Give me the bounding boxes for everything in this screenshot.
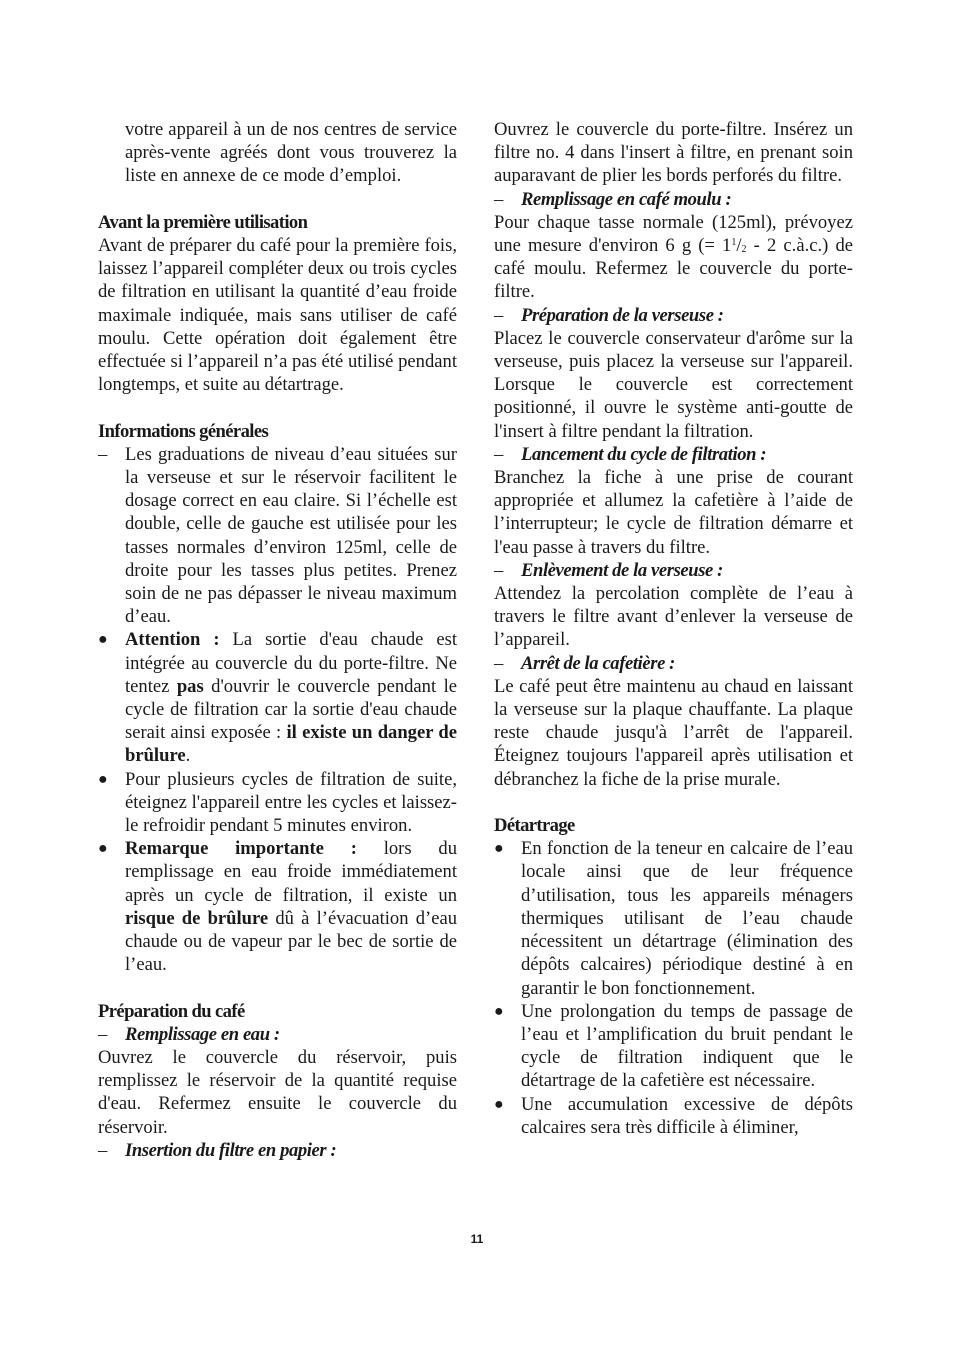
- attention-text-2: d'ouvrir le couvercle pendant le cycle de filtration car la sortie d'eau chaude serait ainsi exposée :: [125, 675, 457, 744]
- bullet-dot-icon: ●: [98, 840, 108, 858]
- dash-marker: –: [98, 1139, 108, 1161]
- remove-pot-label: Enlèvement de la verseuse :: [521, 559, 723, 581]
- stop-machine-paragraph: Le café peut être maintenu au chaud en laissant la verseuse sur la plaque chauffante. La plaque reste chaude jusqu'à l’arrêt de l'appareil. Éteignez toujours l'appareil après utilisation et débranchez la fiche de la prise murale.: [494, 675, 853, 790]
- water-fill-label: Remplissage en eau :: [125, 1023, 280, 1045]
- bullet-dot-icon: ●: [98, 770, 108, 788]
- multiple-cycles-text: Pour plusieurs cycles de filtration de suite, éteignez l'appareil entre les cycles et laissez-le refroidir pendant 5 minutes environ.: [125, 768, 457, 837]
- attention-item: [98, 628, 457, 767]
- intro-paragraph: votre appareil à un de nos centres de service après-vente agréés dont vous trouverez la liste en annexe de ce mode d’emploi.: [125, 119, 457, 187]
- water-fill-paragraph: Ouvrez le couvercle du réservoir, puis remplissez le réservoir de la quantité requise d'eau. Refermez ensuite le couvercle du réservoir.: [98, 1047, 457, 1138]
- dash-marker: –: [98, 1023, 108, 1045]
- ground-coffee-text-2: - 2 c.à.c.) de café moulu. Refermez le couvercle du porte-filtre.: [494, 235, 853, 303]
- attention-danger: il existe un danger de brûlure: [125, 722, 458, 767]
- paper-filter-paragraph: Ouvrez le couvercle du porte-filtre. Insérez un filtre no. 4 dans l'insert à filtre, en prenant soin auparavant de plier les bords perforés du filtre.: [494, 119, 853, 187]
- stop-machine-subheading: [494, 652, 853, 675]
- water-level-text: Les graduations de niveau d’eau situées sur la verseuse et sur le réservoir facilitent le dosage correct en eau claire. Si l’échelle est double, celle de gauche est utilisée pour les tasses normales d’environ 125ml, celle de droite pour les tasses plus petites. Prenez soin de ne pas dépasser le niveau maximum d’eau.: [125, 443, 457, 628]
- attention-label: Attention :: [125, 629, 220, 651]
- important-remark-item: [98, 837, 457, 976]
- bullet-dot-icon: ●: [494, 1002, 504, 1020]
- dash-marker: –: [494, 304, 504, 326]
- descaling-item: [494, 1000, 853, 1093]
- start-cycle-label: Lancement du cycle de filtration :: [521, 443, 767, 465]
- descaling-heading: Détartrage: [494, 815, 575, 837]
- left-column: [98, 118, 457, 1162]
- descaling-item: [494, 837, 853, 999]
- general-info-heading: Informations générales: [98, 420, 269, 442]
- stop-machine-label: Arrêt de la cafetière :: [521, 652, 675, 674]
- remove-pot-paragraph: Attendez la percolation complète de l’eau à travers le filtre avant d’enlever la verseuse de l’appareil.: [494, 583, 853, 651]
- remark-text-2: dû à l’évacuation d’eau chaude ou de vapeur par le bec de sortie de l’eau.: [125, 907, 457, 976]
- water-fill-subheading: [98, 1023, 457, 1046]
- bullet-dot-icon: ●: [98, 631, 108, 649]
- ground-coffee-label: Remplissage en café moulu :: [521, 188, 732, 210]
- attention-bold-pas: pas: [176, 675, 204, 697]
- bullet-dot-icon: ●: [494, 840, 504, 858]
- start-cycle-paragraph: Branchez la fiche à une prise de courant appropriée et allumez la cafetière à l’aide de l’interrupteur; le cycle de filtration démarre et l'eau passe à travers du filtre.: [494, 467, 853, 558]
- dash-marker: –: [494, 652, 504, 674]
- right-column: [494, 118, 853, 1139]
- paper-filter-label: Insertion du filtre en papier :: [125, 1139, 337, 1161]
- attention-text-1: La sortie d'eau chaude est intégrée au couvercle du du porte-filtre. Ne tentez: [125, 629, 457, 697]
- pot-prep-subheading: [494, 304, 853, 327]
- multiple-cycles-item: [98, 768, 457, 838]
- pot-prep-label: Préparation de la verseuse :: [521, 304, 724, 326]
- descaling-text-1: En fonction de la teneur en calcaire de l’eau locale ainsi que de leur fréquence d’utilisation, tous les appareils ménagers thermiques utilisant de l’eau chaude nécessitent un détartrage (élimination des dépôts calcaires) périodique destiné à en garantir le bon fonctionnement.: [521, 838, 853, 999]
- ground-coffee-text-1: Pour chaque tasse normale (125ml), prévoyez une mesure d'environ 6 g (= 1: [494, 211, 853, 257]
- paper-filter-subheading: [98, 1139, 457, 1162]
- coffee-prep-heading: Préparation du café: [98, 1000, 245, 1022]
- dash-marker: –: [98, 443, 108, 465]
- page-number: 11: [470, 1232, 484, 1246]
- ground-coffee-paragraph: [494, 211, 853, 304]
- attention-end: .: [185, 745, 191, 767]
- dash-marker: –: [494, 188, 504, 210]
- first-use-heading: Avant la première utilisation: [98, 211, 308, 233]
- pot-prep-paragraph: Placez le couvercle conservateur d'arôme sur la verseuse, puis placez la verseuse sur l'appareil. Lorsque le couvercle est correctement positionné, il ouvre le système anti-goutte de l'insert à filtre pendant la filtration.: [494, 327, 853, 442]
- descaling-text-3: Une accumulation excessive de dépôts calcaires sera très difficile à éliminer,: [521, 1093, 853, 1138]
- descaling-text-2: Une prolongation du temps de passage de l’eau et l’amplification du bruit pendant le cycle de filtration indiquent que le détartrage de la cafetière est nécessaire.: [521, 1000, 853, 1092]
- fraction-denominator: 2: [741, 244, 747, 256]
- descaling-item: [494, 1093, 853, 1139]
- fraction-numerator: 1: [731, 237, 737, 249]
- remark-text-1: lors du remplissage en eau froide immédiatement après un cycle de filtration, il existe un: [125, 838, 457, 906]
- bullet-dot-icon: ●: [494, 1095, 504, 1113]
- ground-coffee-subheading: [494, 188, 853, 211]
- first-use-paragraph: Avant de préparer du café pour la première fois, laissez l’appareil compléter deux ou trois cycles de filtration en utilisant la quantité d’eau froide maximale indiquée, mais sans utiliser de café moulu. Cette opération doit également être effectuée si l’appareil n’a pas été utilisé pendant longtemps, et suite au détartrage.: [98, 235, 457, 396]
- remark-label: Remarque importante :: [125, 838, 357, 860]
- remark-bold: risque de brûlure: [125, 907, 269, 929]
- remove-pot-subheading: [494, 559, 853, 582]
- start-cycle-subheading: [494, 443, 853, 466]
- fraction-slash: /: [736, 235, 742, 257]
- water-level-item: [98, 443, 457, 629]
- dash-marker: –: [494, 559, 504, 581]
- dash-marker: –: [494, 443, 504, 465]
